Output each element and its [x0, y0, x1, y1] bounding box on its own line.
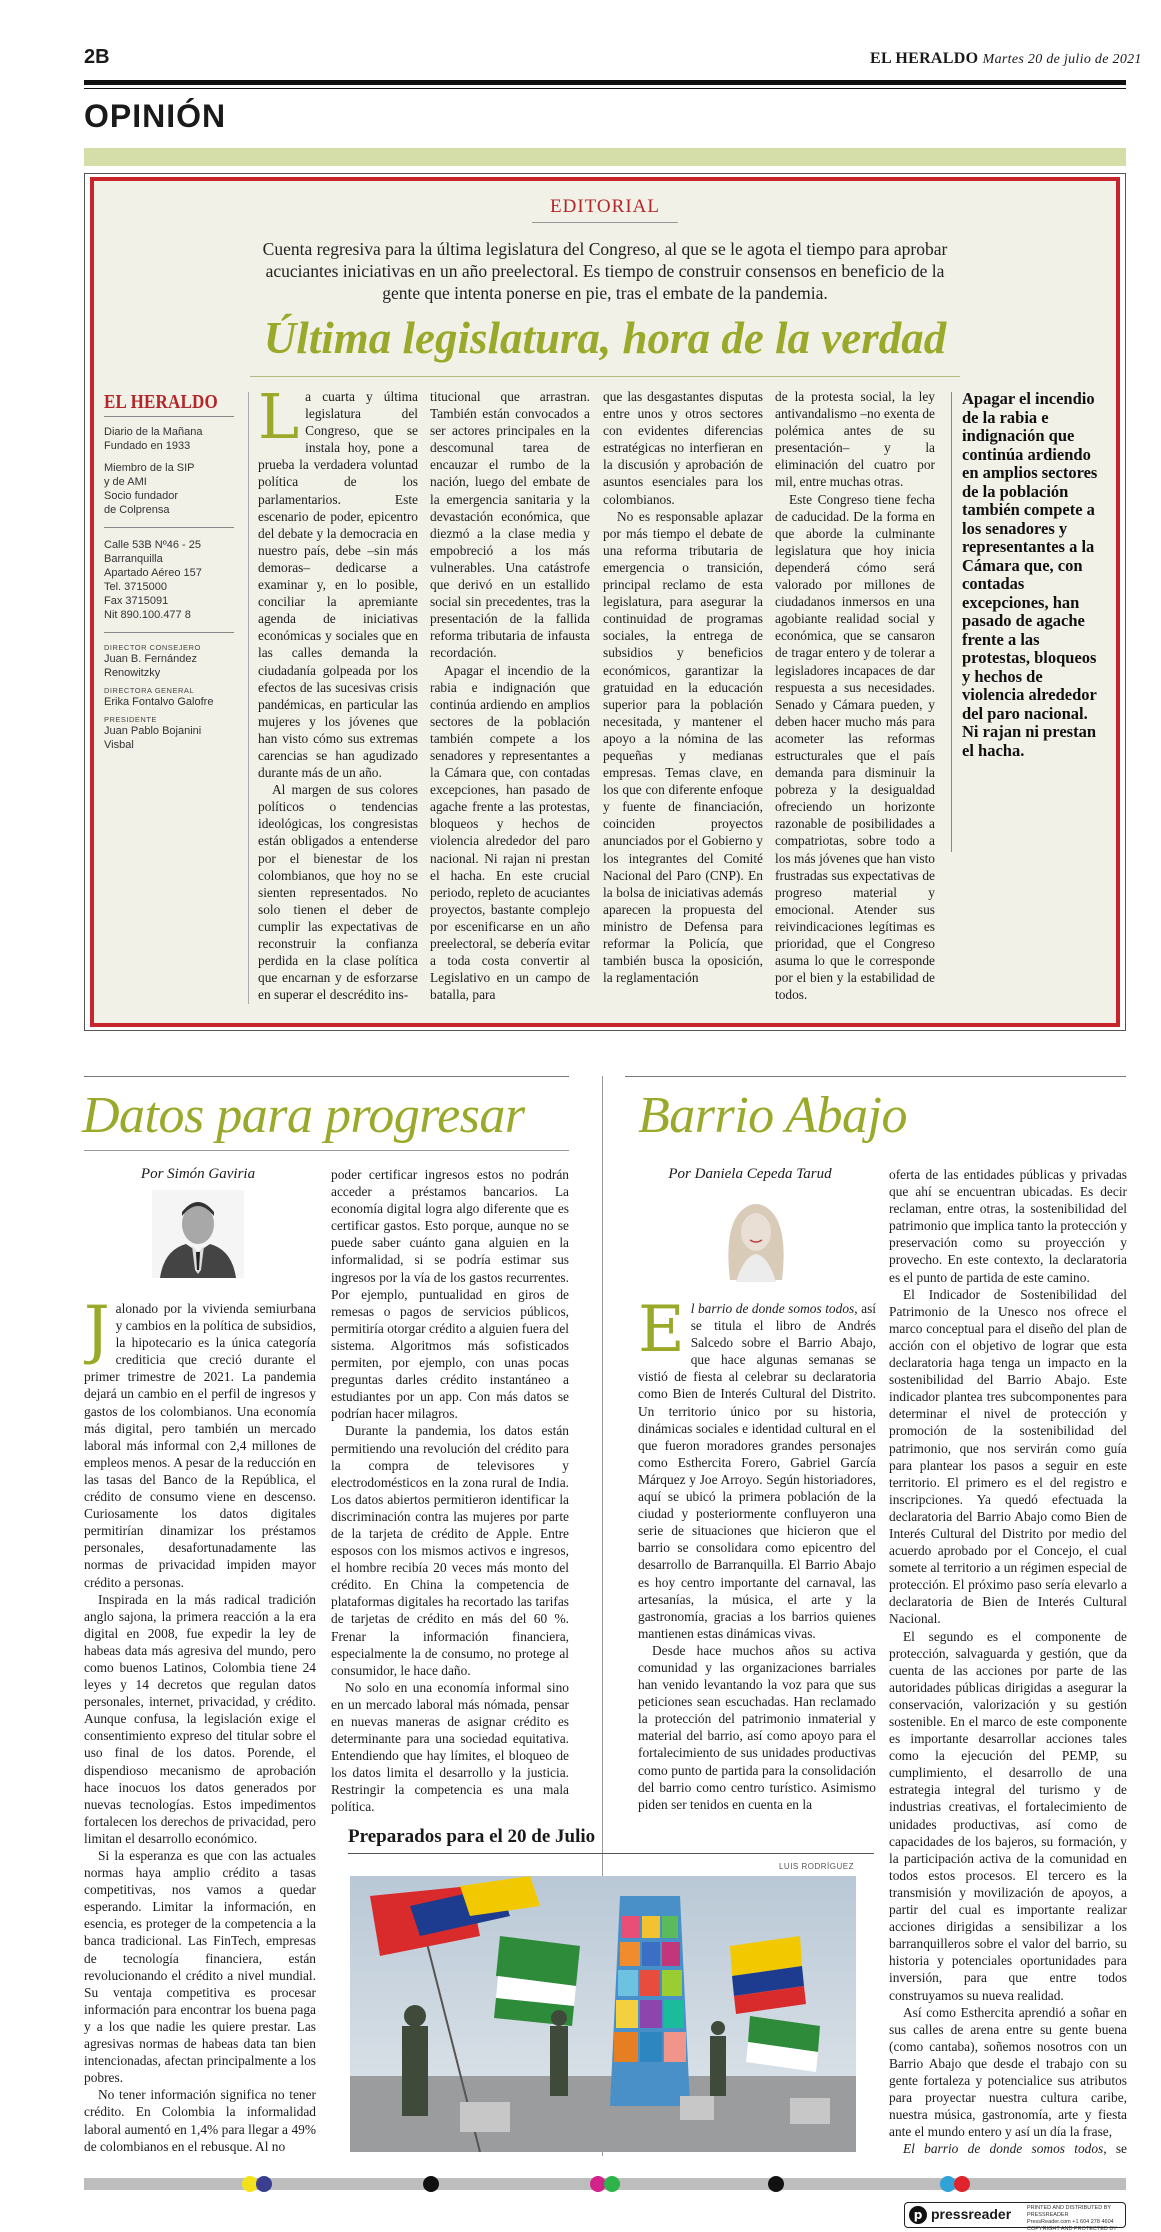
masthead-line6: de Colprensa — [104, 504, 170, 516]
masthead-name3a: Juan Pablo Bojanini — [104, 725, 202, 737]
editorial-title-rule — [250, 376, 960, 377]
editorial-col1-first: a cuarta y última legislatura del Congreso, que se instala hoy, pone a prueba la verdadera voluntad política de los parlamentarios. Este escenario de poder, epicentro del debate y la democracia en nuestro país, debe –sin más demoras– dedicarse a examinar y, en lo posible, conciliar la apremiante agenda de iniciativas económicas y sociales que en las calles demanda la ciudadanía golpeada por los efectos de las sucesivas crisis pandémicas, en particular las mujeres y los jóvenes que han visto cómo sus extremas carencias se han agudizado durante más de un año. — [258, 389, 418, 781]
column-left-p4: No tener información significa no tener crédito. En Colombia la informalidad laboral aumentó en 1,4% para llegar a 49% de colombianos en el rebusque. Al no — [84, 2087, 316, 2154]
registration-dot-3 — [423, 2176, 439, 2192]
paper-name: EL HERALDO — [870, 50, 979, 67]
masthead-line1: Diario de la Mañana — [104, 426, 203, 438]
editorial-column-2 — [430, 388, 590, 1008]
page-number: 2B — [84, 46, 110, 68]
column-top-rule-right — [625, 1076, 1126, 1077]
editorial-col4-p1: de la protesta social, la ley antivandalismo –no exenta de polémica antes de su presentación– y la eliminación del cuatro por mil, entre muchas otras. — [775, 389, 935, 490]
column-left-p1: alonado por la vivienda semiurbana y cambios en la política de subsidios, la hipotecario es la única categoría crediticia que creció durante el primer trimestre de 2021. La pandemia dejará un cambio en el perfil de ingresos y gastos de los colombianos. Una economía más digital, pero también un mercado laboral más informal con 2,4 millones de empleos menos. A pesar de la reducción en las tasas del Banco de la República, el crédito de consumo viene en descenso. Curiosamente los datos digitales permitirían dinamizar los préstamos personales, desafortunadamente las normas de privacidad impiden mayor crédito a personas. — [84, 1301, 316, 1590]
editorial-col2-p1: titucional que arrastran. También están convocados a ser actores principales en la descomunal tarea de encauzar el rumbo de la nación, luego del embate de la emergencia sanitaria y la devastación económica, que diezmó a la clase media y empobreció a los más vulnerables. Una catástrofe que derivó en un estallido social sin precedentes, tras la presentación de la fallida reforma tributaria de infausta recordación. — [430, 389, 590, 661]
column-right-dropcap: E — [638, 1300, 685, 1367]
pressreader-badge[interactable] — [904, 2202, 1126, 2232]
page-date: Martes 20 de julio de 2021 — [982, 52, 1142, 67]
masthead-addr4: Tel. 3715000 — [104, 581, 167, 593]
columnist-right-avatar — [710, 1190, 802, 1282]
photo-heading: Preparados para el 20 de Julio — [348, 1826, 596, 1847]
column-left-col1 — [84, 1300, 316, 2160]
column-right-c2-p1: oferta de las entidades públicas y privadas que ahí se encuentran ubicadas. Es decir reclaman, entre otras, la sostenibilidad del patrimonio que implica tanto la protección y preservación como su proyección y provecho. En este contexto, la declaratoria es el punto de partida de este camino. — [889, 1167, 1127, 1285]
editorial-label: EDITORIAL — [550, 196, 660, 217]
masthead-name1b: Renowitzky — [104, 667, 161, 679]
column-right-c2-p3: El segundo es el componente de protección, salvaguarda y gestión, que da cuenta de las acciones por parte de las autoridades públicas dirigidas a asegurar la conservación, valorización y su gestión sostenible. En el marco de este componente es importante desarrollar acciones tales como la ejecución del PEMP, su cumplimiento, el desarrollo de una estrategia integral del turismo y de industrias creativas, el fortalecimiento de unidades productivas, así como de capacidades de los bajeros, su formación, y la participación activa de la comunidad en todos estos procesos. El tercero es la transmisión y movilización de apoyos, a partir del cual es importante realizar acciones dirigidas a sensibilizar a los barranquilleros sobre el valor del barrio, su historia y potenciales oportunidades para inversión, para que entre todos construyamos su nueva realidad. — [889, 1628, 1127, 2003]
column-left-byline: Por Simón Gaviria — [140, 1166, 256, 1182]
pressreader-small-1: PRINTED AND DISTRIBUTED BY PRESSREADER — [1027, 2205, 1111, 2218]
masthead-addr2: Barranquilla — [104, 553, 163, 565]
masthead-line5: Socio fundador — [104, 490, 178, 502]
column-left-p2: Inspirada en la más radical tradición anglo sajona, la primera reacción a la era digital en 2008, fue expedir la ley de habeas data más agresiva del mundo, pero como buenos Latinos, Colombia tiene 24 leyes y 14 decretos que regulan datos personales, internet, privacidad, y crédito. Aunque confusa, la legislación exige el consentimiento expreso del titular sobre el uso final de los datos. Porende, el dispendioso mecanismo de aprobación hace inocuos los datos generados por nuevas tecnologías. Estos impedimentos fortalecen los derechos de privacidad, pero limitan el desarrollo económico. — [84, 1591, 316, 1846]
pressreader-small-2: PressReader.com +1 604 278 4604 — [1027, 2219, 1114, 2225]
column-right-byline: Por Daniela Cepeda Tarud — [668, 1166, 832, 1182]
news-photo — [350, 1876, 856, 2152]
section-title: OPINIÓN — [84, 98, 227, 134]
registration-dot-8 — [954, 2176, 970, 2192]
masthead-line4: y de AMI — [104, 476, 147, 488]
masthead — [104, 392, 234, 752]
masthead-addr6: Nit 890.100.477 8 — [104, 609, 191, 621]
masthead-role1: DIRECTOR CONSEJERO — [104, 643, 201, 652]
column-right-p2: Desde hace muchos años su activa comunidad y las organizaciones barriales han venido levantando la voz para que sus peticiones sean escuchadas. Han reclamado la protección del patrimonio inmaterial y material del barrio, así como apoyo para el fortalecimiento de sus unidades productivas como punto de partida para la consolidación del barrio como centro turístico. Asimismo piden ser tenidos en cuenta en la — [638, 1642, 876, 1812]
column-left-p3: Si la esperanza es que con las actuales normas haya amplio crédito a tasas competitivas, nos vamos a quedar esperando. Limitar la información, en esencia, es proteger de la competencia a la banca tradicional. Las FinTech, empresas de tecnología financiera, están revolucionando el crédito a nivel mundial. Su ventaja competitiva es procesar información para encontrar los buena paga y a los que nadie les quiere prestar. Las agresivas normas de habeas data tan bien intencionadas, afectan principalmente a los pobres. — [84, 1848, 316, 2086]
pressreader-logo-icon: p — [909, 2206, 927, 2224]
photo-heading-rule — [348, 1853, 874, 1854]
section-band — [84, 148, 1126, 166]
editorial-col3-p2: No es responsable aplazar por más tiempo el debate de una reforma tributaria de emergencia o transición, principal reclamo de esta legislatura, para asegurar la continuidad de programas sociales, la entrega de subsidios y beneficios económicos, garantizar la gratuidad en la educación superior para la población necesitada, y mantener el apoyo a la nómina de las pequeñas y medianas empresas. Temas clave, en los que con diferente enfoque y fuente de financiación, coinciden proyectos anunciados por el Gobierno y los integrantes del Comité Nacional del Paro (CNP). En la bolsa de iniciativas además aparecen la propuesta del ministro de Defensa para reformar la Policía, que también busca la oposición, la reglamentación — [603, 508, 763, 986]
column-right-p1-rest: , así se titula el libro de Andrés Salcedo sobre el Barrio Abajo, que hace algunas semanas se vistió de fiesta al celebrar su declaratoria como Bien de Interés Cultural del Distrito. Un territorio único por su historia, dinámicas sociales e identidad cultural en el que fueron moradores grandes personajes como Esthercita Forero, Gabriel García Márquez y Joe Arroyo. Según historiadores, aquí se ubicó la primera población de la ciudad y posteriormente confluyeron una serie de situaciones que hicieron que el barrio se consolidara como epicentro del desarrollo de Barranquilla. El Barrio Abajo es hoy centro importante del carnaval, las artesanías, la música, el arte y la gastronomía, gracias a los barrios quienes mantienen estas dinámicas vivas. — [638, 1301, 876, 1641]
editorial-column-3 — [603, 388, 763, 1008]
header-rule — [84, 80, 1126, 85]
editorial-column-4 — [775, 388, 935, 1008]
column-right-col2 — [889, 1166, 1127, 2156]
column-top-rule-left — [84, 1076, 569, 1077]
column-right-c2-p4: Así como Esthercita aprendió a soñar en sus calles de arena entre su gente buena (como cantaba), soñemos nosotros con un Barrio Abajo que desde el trabajo con su gente fortaleza y potencialice sus atributos para proyectar nuestra cultura caribe, nuestra música, gastronomía, arte y fiesta ante el mundo entero y así un día la frase, — [889, 2004, 1127, 2140]
masthead-name2: Erika Fontalvo Galofre — [104, 696, 214, 708]
column-left-c2-p3: No solo en una economía informal sino en un mercado laboral más nómada, pensar en nuevas maneras de asignar crédito es determinante para una sociedad equitativa. Entendiendo que hay límites, el bloqueo de los datos limita el desarrollo y la justicia. Restringir la competencia es una mala política. — [331, 1679, 569, 1815]
column-left-c2-p2: Durante la pandemia, los datos están permitiendo una revolución del crédito para la compra de televisores y electrodomésticos en la zona rural de India. Los datos abiertos permitieron identificar la discriminación contra las mujeres por parte de la tarjeta de crédito de Apple. Entre esposos con los mismos activos e ingresos, el hombre recibía 20 veces más monto del crédito. En China la competencia de plataformas digitales ha recortado las tarifas de tarjetas de crédito en más del 60 %. Frenar la información financiera, especialmente la de consumo, no protege al consumidor, le hace daño. — [331, 1423, 569, 1678]
column-left-title-rule — [84, 1150, 569, 1151]
column-left-c2-p1: poder certificar ingresos estos no podrán acceder a préstamos bancarios. La economía digital logra algo diferente que es certificar gastos. Esto porque, aunque no se puede saber cuánto gana alguien en la informalidad, si se podría estimar sus ingresos por la vía de los gastos recurrentes. Por ejemplo, puntualidad en giros de remesas o pagos de servicios públicos, permitiría otorgar crédito a alguien fuera del sistema. Algoritmos más sofisticados permiten, por ejemplo, con unas pocas preguntas darles crédito instantáneo a estudiantes por un app. Con más datos se podrían hacer milagros. — [331, 1167, 569, 1422]
column-right-c2-p2: El Indicador de Sostenibilidad del Patrimonio de la Unesco nos ofrece el marco conceptual para el diseño del plan de acción con el objetivo de lograr que esta declaratoria haga tenga un impacto en la sostenibilidad del Barrio Abajo. Este indicador plantea tres subcomponentes para determinar el nivel de protección y promoción de la sostenibilidad del patrimonio, que nos servirán como guía para plantear los pasos a seguir en este territorio. El primero es el del registro e inscripciones. Ya quedó efectuada la declaratoria del Barrio Abajo como Bien de Interés Cultural del Distrito por medio del acuerdo aprobado por el Concejo, el cual somete al territorio a un régimen especial de protección. El próximo paso sería elevarlo a declaratoria de Bien de Interés Cultural Nacional. — [889, 1286, 1127, 1627]
column-right-p1-italic: l barrio de donde somos todos — [690, 1301, 855, 1316]
masthead-line3: Miembro de la SIP — [104, 462, 195, 474]
editorial-col1-p2: Al margen de sus colores políticos o tendencias ideológicas, los congresistas están obligados a entenderse por el bienestar de los colombianos, que hoy no se sienten representados. No solo tienen el deber de cumplir las expectativas de reconstruir la confianza perdida en la clase política que encarnan y de esforzarse en superar el descrédito ins- — [258, 782, 418, 1003]
editorial-pullquote: Apagar el incendio de la rabia e indignación que continúa ardiendo en amplios sectores de la población también compete a los senadores y representantes a la Cámara que, con contadas excepciones, han pasado de agache frente a las protestas, bloqueos y hechos de violencia alrededor del paro nacional. Ni rajan ni prestan el hacha. — [962, 389, 1098, 760]
registration-dot-2 — [256, 2176, 272, 2192]
columnist-left-avatar — [152, 1190, 244, 1278]
editorial-column-1 — [258, 388, 418, 1008]
column-right-title: Barrio Abajo — [638, 1087, 907, 1144]
column-right-col1 — [638, 1300, 876, 1820]
masthead-name3b: Visbal — [104, 739, 134, 751]
pressreader-small-3: COPYRIGHT AND PROTECTED BY — [1027, 2226, 1117, 2232]
editorial-col2-p2: Apagar el incendio de la rabia e indignación que continúa ardiendo en amplios sectores de la población también compete a los senadores y representantes a la Cámara que, con contadas excepciones, han pasado de agache frente a las protestas, bloqueos y hechos de violencia alrededor del paro nacional. Ni rajan ni prestan el hacha. En este crucial periodo, repleto de acuciantes proyectos, bastante complejo por escenificarse en un año preelectoral, se debería evitar a toda costa convertir al Legislativo en un campo de batalla, para — [430, 662, 590, 1003]
editorial-dropcap: L — [258, 388, 300, 453]
photo-credit: LUIS RODRÍGUEZ — [778, 1862, 854, 1871]
pullquote-divider — [951, 392, 952, 852]
colorful-tower-icon — [610, 1896, 690, 2106]
editorial-col3-p1: que las desgastantes disputas entre unos y otros sectores con evidentes diferencias estratégicas no interfieran en la discusión y aprobación de asuntos esenciales para los colombianos. — [603, 389, 763, 507]
editorial-label-rule — [532, 222, 678, 223]
column-right-c2-p5-rest: , se — [1103, 2141, 1127, 2156]
masthead-addr1: Calle 53B Nº46 - 25 — [104, 539, 201, 551]
masthead-addr5: Fax 3715091 — [104, 595, 169, 607]
column-left-col2 — [331, 1166, 569, 1822]
column-left-title: Datos para progresar — [82, 1087, 525, 1144]
registration-dot-5 — [604, 2176, 620, 2192]
paper-name-header — [870, 50, 1142, 68]
masthead-line2: Fundado en 1933 — [104, 440, 191, 452]
masthead-logo: EL HERALDO — [104, 390, 218, 413]
registration-dot-6 — [768, 2176, 784, 2192]
editorial-col4-p2: Este Congreso tiene fecha de caducidad. De la forma en que aborde la culminante legislatura que hoy inicia dependerá cómo será valorado por millones de ciudadanos inmersos en una agobiante realidad social y económica, que se cansaron de tragar entero y de tolerar a legisladores incapaces de dar respuesta a sus necesidades. Senado y Cámara pueden, y deben hacer mucho más para acometer las reformas estructurales que el país demanda para disminuir la pobreza y la desigualdad ofreciendo un horizonte razonable de posibilidades a compatriotas, sobre todo a los más jóvenes que han visto frustradas sus expectativas de progreso material y emocional. Atender sus reivindicaciones legítimas es prioridad, que el Congreso asuma lo que le corresponde por el bien y la estabilidad de todos. — [775, 491, 935, 1003]
column-right-c2-p5-italic: El barrio de donde somos todos — [903, 2141, 1104, 2156]
editorial-deck: Cuenta regresiva para la última legislatura del Congreso, al que se le agota el tiempo para aprobar acuciantes iniciativas en un año preelectoral. Es tiempo de construir consensos en beneficio de la gente que intenta ponerse en pie, tras el embate de la pandemia. — [262, 239, 948, 303]
editorial-title: Última legislatura, hora de la verdad — [263, 313, 947, 363]
masthead-name1a: Juan B. Fernández — [104, 653, 197, 665]
editorial-col-divider — [248, 392, 249, 1004]
column-left-dropcap: J — [84, 1300, 110, 1367]
masthead-role2: DIRECTORA GENERAL — [104, 686, 195, 695]
pressreader-brand: pressreader — [931, 2206, 1012, 2222]
masthead-role3: PRESIDENTE — [104, 715, 157, 724]
masthead-addr3: Apartado Aéreo 157 — [104, 567, 202, 579]
header-rule-thin — [84, 88, 1126, 89]
